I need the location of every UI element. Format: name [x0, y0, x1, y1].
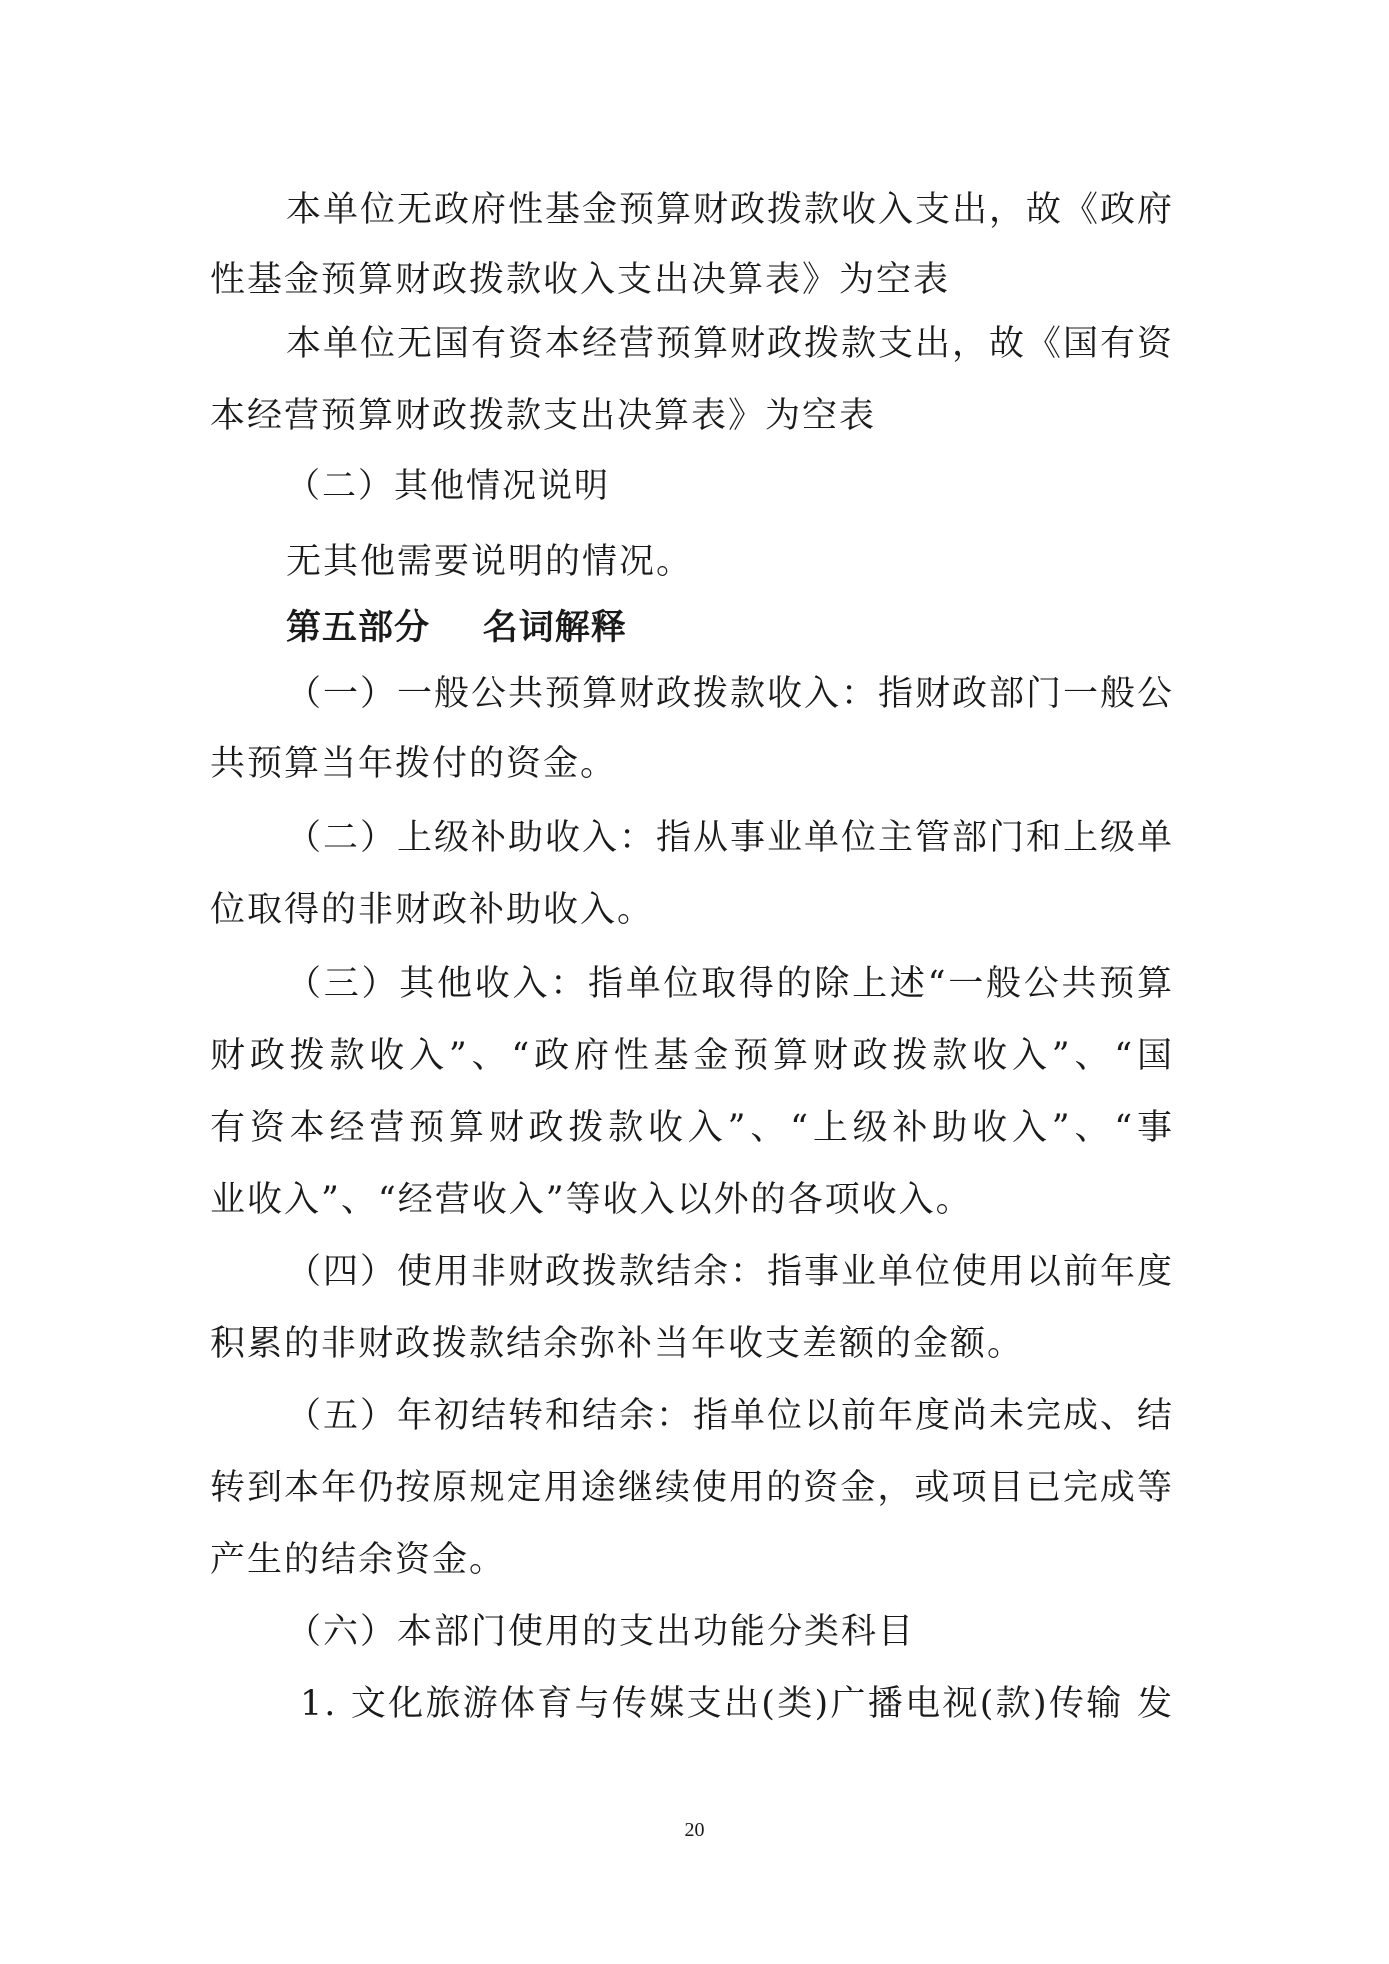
paragraph-line: 本单位无政府性基金预算财政拨款收入支出，故《政府: [286, 190, 1175, 230]
paragraph-line: 有资本经营预算财政拨款收入”、“上级补助收入”、“事: [210, 1108, 1174, 1148]
paragraph-line: （五）年初结转和结余：指单位以前年度尚未完成、结: [286, 1396, 1175, 1436]
paragraph-line: 本经营预算财政拨款支出决算表》为空表: [210, 396, 877, 436]
section-subheading: （二）其他情况说明: [286, 466, 610, 506]
paragraph-line: 位取得的非财政补助收入。: [210, 890, 655, 930]
section-heading: 第五部分 名词解释: [286, 608, 627, 648]
page-number: 20: [684, 1819, 705, 1841]
paragraph-line: 业收入”、“经营收入”等收入以外的各项收入。: [210, 1180, 973, 1220]
paragraph-line: 共预算当年拨付的资金。: [210, 744, 618, 784]
paragraph-line: 转到本年仍按原规定用途继续使用的资金，或项目已完成等: [210, 1468, 1174, 1508]
paragraph-line: 性基金预算财政拨款收入支出决算表》为空表: [210, 260, 951, 300]
paragraph-line: （四）使用非财政拨款结余：指事业单位使用以前年度: [286, 1252, 1175, 1292]
paragraph-line: （三）其他收入：指单位取得的除上述“一般公共预算: [286, 964, 1174, 1004]
paragraph-line: 本单位无国有资本经营预算财政拨款支出，故《国有资: [286, 324, 1175, 364]
paragraph-line: 财政拨款收入”、“政府性基金预算财政拨款收入”、“国: [210, 1036, 1174, 1076]
paragraph-line: 1. 文化旅游体育与传媒支出(类)广播电视(款)传输 发: [300, 1684, 1174, 1724]
paragraph-line: （六）本部门使用的支出功能分类科目: [286, 1612, 916, 1652]
paragraph-line: 产生的结余资金。: [210, 1540, 507, 1580]
paragraph-line: （一）一般公共预算财政拨款收入：指财政部门一般公: [286, 674, 1175, 714]
paragraph-line: 积累的非财政拨款结余弥补当年收支差额的金额。: [210, 1324, 1025, 1364]
paragraph-line: （二）上级补助收入：指从事业单位主管部门和上级单: [286, 818, 1175, 858]
paragraph-line: 无其他需要说明的情况。: [286, 542, 694, 582]
